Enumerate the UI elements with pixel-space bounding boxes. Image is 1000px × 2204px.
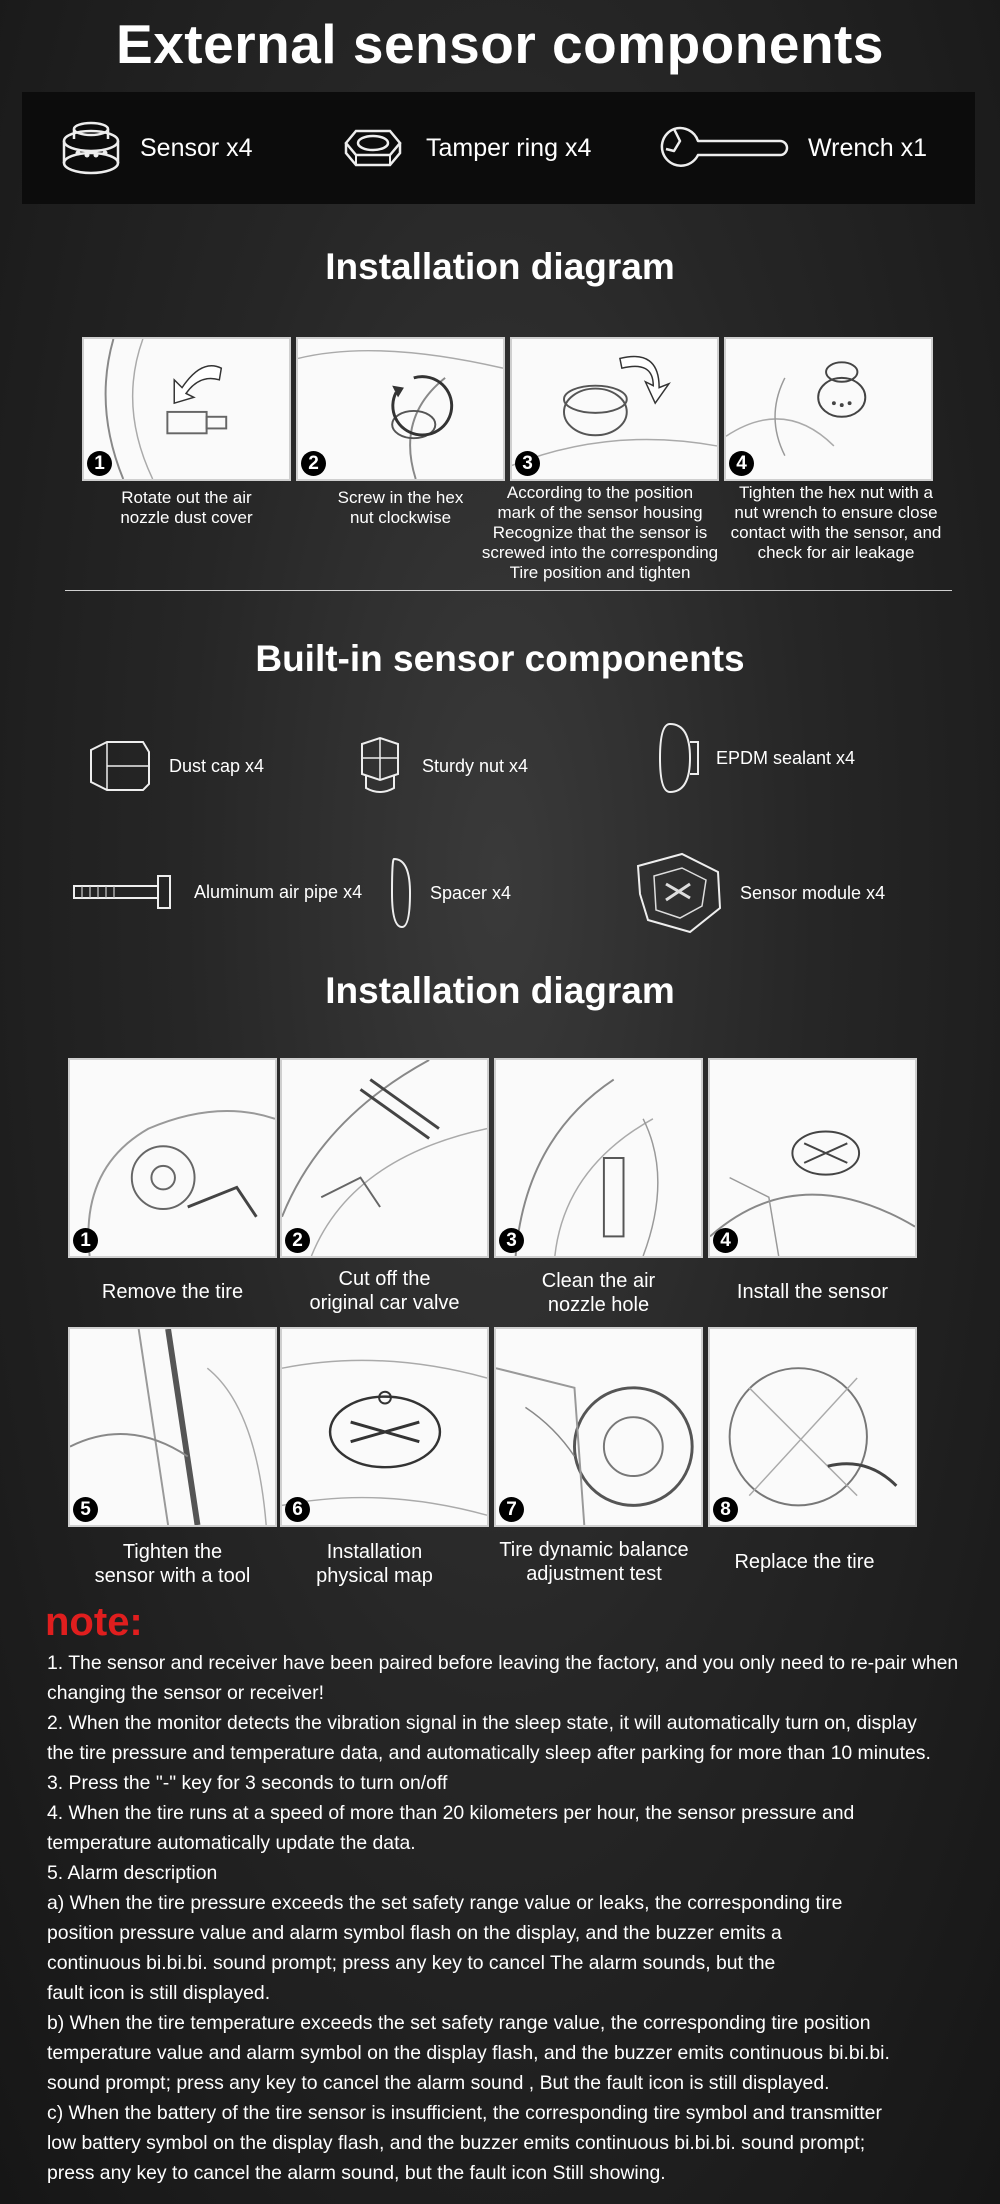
notes-block xyxy=(47,1648,992,2188)
external-components-bar xyxy=(22,92,975,204)
builtin-component-label: Sensor module x4 xyxy=(740,882,886,903)
install-caption-5 xyxy=(68,1540,277,1588)
install-caption-6 xyxy=(270,1540,479,1588)
builtin-component-sturdy-nut xyxy=(352,736,528,796)
caption-line: Clean the air xyxy=(541,1270,656,1292)
caption-line: nut wrench to ensure close xyxy=(734,503,938,522)
note-heading: note: xyxy=(45,1600,143,1644)
caption-line: check for air leakage xyxy=(757,543,915,562)
builtin-component-label: EPDM sealant x4 xyxy=(716,747,856,768)
note-line: changing the sensor or receiver! xyxy=(47,1682,325,1704)
install-caption-7 xyxy=(474,1538,714,1586)
step-number-badge: 2 xyxy=(285,1228,310,1253)
page-title: External sensor components xyxy=(116,13,884,75)
step-caption-1 xyxy=(82,488,291,528)
builtin-component-sensor-module xyxy=(630,848,885,938)
caption-line: original car valve xyxy=(309,1292,460,1314)
step-number-badge: 2 xyxy=(301,451,326,476)
caption-line: According to the position xyxy=(506,483,694,502)
step-photo-2 xyxy=(296,337,505,481)
install-photo-1 xyxy=(68,1058,277,1258)
installation-diagram-heading: Installation diagram xyxy=(325,246,675,287)
note-line: the tire pressure and temperature data, and automatically sleep after parking for more than 10 minutes. xyxy=(47,1742,931,1764)
install-caption-2 xyxy=(280,1267,489,1315)
caption-line: Replace the tire xyxy=(734,1551,875,1573)
caption-line: nut clockwise xyxy=(349,508,452,527)
note-line: b) When the tire temperature exceeds the set safety range value, the corresponding tire position xyxy=(47,2012,871,2034)
caption-line: Recognize that the sensor is xyxy=(492,523,708,542)
caption-line: Cut off the xyxy=(338,1268,431,1290)
wrench-icon xyxy=(660,123,790,173)
step-photo-4 xyxy=(724,337,933,481)
external-component-wrench xyxy=(660,92,927,204)
builtin-component-label: Dust cap x4 xyxy=(169,755,265,776)
nut-icon xyxy=(352,736,408,796)
caption-line: Tighten the hex nut with a xyxy=(738,483,934,502)
section-divider xyxy=(65,590,952,591)
caption-line: screwed into the corresponding xyxy=(481,543,719,562)
installation-diagram-heading-2: Installation diagram xyxy=(325,970,675,1011)
note-line: 4. When the tire runs at a speed of more than 20 kilometers per hour, the sensor pressure and xyxy=(47,1802,855,1824)
note-line: press any key to cancel the alarm sound, but the fault icon Still showing. xyxy=(47,2162,666,2184)
caption-line: Screw in the hex xyxy=(337,488,464,507)
sensor-module-icon xyxy=(630,848,726,938)
caption-line: physical map xyxy=(316,1565,433,1587)
external-component-label: Sensor x4 xyxy=(140,133,253,162)
note-line: 5. Alarm description xyxy=(47,1862,218,1884)
caption-line: Remove the tire xyxy=(101,1281,244,1303)
install-photo-3 xyxy=(494,1058,703,1258)
caption-line: contact with the sensor, and xyxy=(730,523,942,542)
external-component-label: Tamper ring x4 xyxy=(426,133,592,162)
install-caption-3 xyxy=(494,1269,703,1317)
external-component-sensor xyxy=(60,92,253,204)
caption-line: mark of the sensor housing xyxy=(497,503,703,522)
builtin-component-label: Sturdy nut x4 xyxy=(422,755,529,776)
install-photo-8 xyxy=(708,1327,917,1527)
caption-line: Tire dynamic balance xyxy=(499,1539,689,1561)
dust-cap-icon xyxy=(85,738,155,794)
install-caption-1 xyxy=(68,1280,277,1304)
step-number-badge: 3 xyxy=(515,451,540,476)
caption-line: Tire position and tighten xyxy=(509,563,691,582)
builtin-component-spacer xyxy=(386,855,511,931)
spacer-icon xyxy=(386,855,416,931)
builtin-component-label: Aluminum air pipe x4 xyxy=(194,881,363,902)
sealant-icon xyxy=(656,718,702,798)
caption-line: sensor with a tool xyxy=(94,1565,251,1587)
builtin-components-heading: Built-in sensor components xyxy=(255,638,745,679)
builtin-component-dust-cap xyxy=(85,738,264,794)
step-photo-3 xyxy=(510,337,719,481)
step-caption-3 xyxy=(465,483,735,583)
step-number-badge: 3 xyxy=(499,1228,524,1253)
note-line: 2. When the monitor detects the vibration signal in the sleep state, it will automatically turn on, display xyxy=(47,1712,917,1734)
caption-line: Rotate out the air xyxy=(121,488,252,507)
install-photo-5 xyxy=(68,1327,277,1527)
install-caption-4 xyxy=(708,1280,917,1304)
external-component-label: Wrench x1 xyxy=(808,133,928,162)
caption-line: Install the sensor xyxy=(736,1281,889,1303)
hex-nut-icon xyxy=(338,123,408,173)
note-line: c) When the battery of the tire sensor is insufficient, the corresponding tire symbol and transmitter xyxy=(47,2102,882,2124)
install-photo-6 xyxy=(280,1327,489,1527)
install-photo-4 xyxy=(708,1058,917,1258)
install-caption-8 xyxy=(700,1550,909,1574)
note-line: a) When the tire pressure exceeds the set safety range value or leaks, the corresponding tire xyxy=(47,1892,843,1914)
step-number-badge: 1 xyxy=(87,451,112,476)
note-line: sound prompt; press any key to cancel the alarm sound , But the fault icon is still displayed. xyxy=(47,2072,830,2094)
caption-line: Tighten the xyxy=(122,1541,223,1563)
note-line: low battery symbol on the display flash, and the buzzer emits continuous bi.bi.bi. sound prompt; xyxy=(47,2132,866,2154)
step-number-badge: 4 xyxy=(713,1228,738,1253)
caption-line: Installation xyxy=(326,1541,423,1563)
install-photo-7 xyxy=(494,1327,703,1527)
air-pipe-icon xyxy=(70,870,180,914)
note-line: temperature value and alarm symbol on the display flash, and the buzzer emits continuous bi.bi.bi. xyxy=(47,2042,890,2064)
install-photo-2 xyxy=(280,1058,489,1258)
step-number-badge: 7 xyxy=(499,1497,524,1522)
step-number-badge: 1 xyxy=(73,1228,98,1253)
sensor-cap-icon xyxy=(60,117,122,179)
caption-line: nozzle dust cover xyxy=(120,508,253,527)
builtin-component-label: Spacer x4 xyxy=(430,882,512,903)
note-line: fault icon is still displayed. xyxy=(47,1982,271,2004)
step-photo-1 xyxy=(82,337,291,481)
step-number-badge: 5 xyxy=(73,1497,98,1522)
note-line: 3. Press the "-" key for 3 seconds to turn on/off xyxy=(47,1772,448,1794)
step-caption-4 xyxy=(708,483,964,563)
caption-line: adjustment test xyxy=(526,1563,662,1585)
note-line: 1. The sensor and receiver have been paired before leaving the factory, and you only need to re-pair when xyxy=(47,1652,959,1674)
note-line: position pressure value and alarm symbol flash on the display, and the buzzer emits a xyxy=(47,1922,782,1944)
step-number-badge: 6 xyxy=(285,1497,310,1522)
builtin-component-epdm-sealant xyxy=(656,718,855,798)
note-line: continuous bi.bi.bi. sound prompt; press any key to cancel The alarm sounds, but the xyxy=(47,1952,776,1974)
builtin-component-air-pipe xyxy=(70,870,362,914)
external-component-tamper-ring xyxy=(338,92,591,204)
step-number-badge: 8 xyxy=(713,1497,738,1522)
step-number-badge: 4 xyxy=(729,451,754,476)
caption-line: nozzle hole xyxy=(547,1294,650,1316)
note-line: temperature automatically update the data. xyxy=(47,1832,416,1854)
